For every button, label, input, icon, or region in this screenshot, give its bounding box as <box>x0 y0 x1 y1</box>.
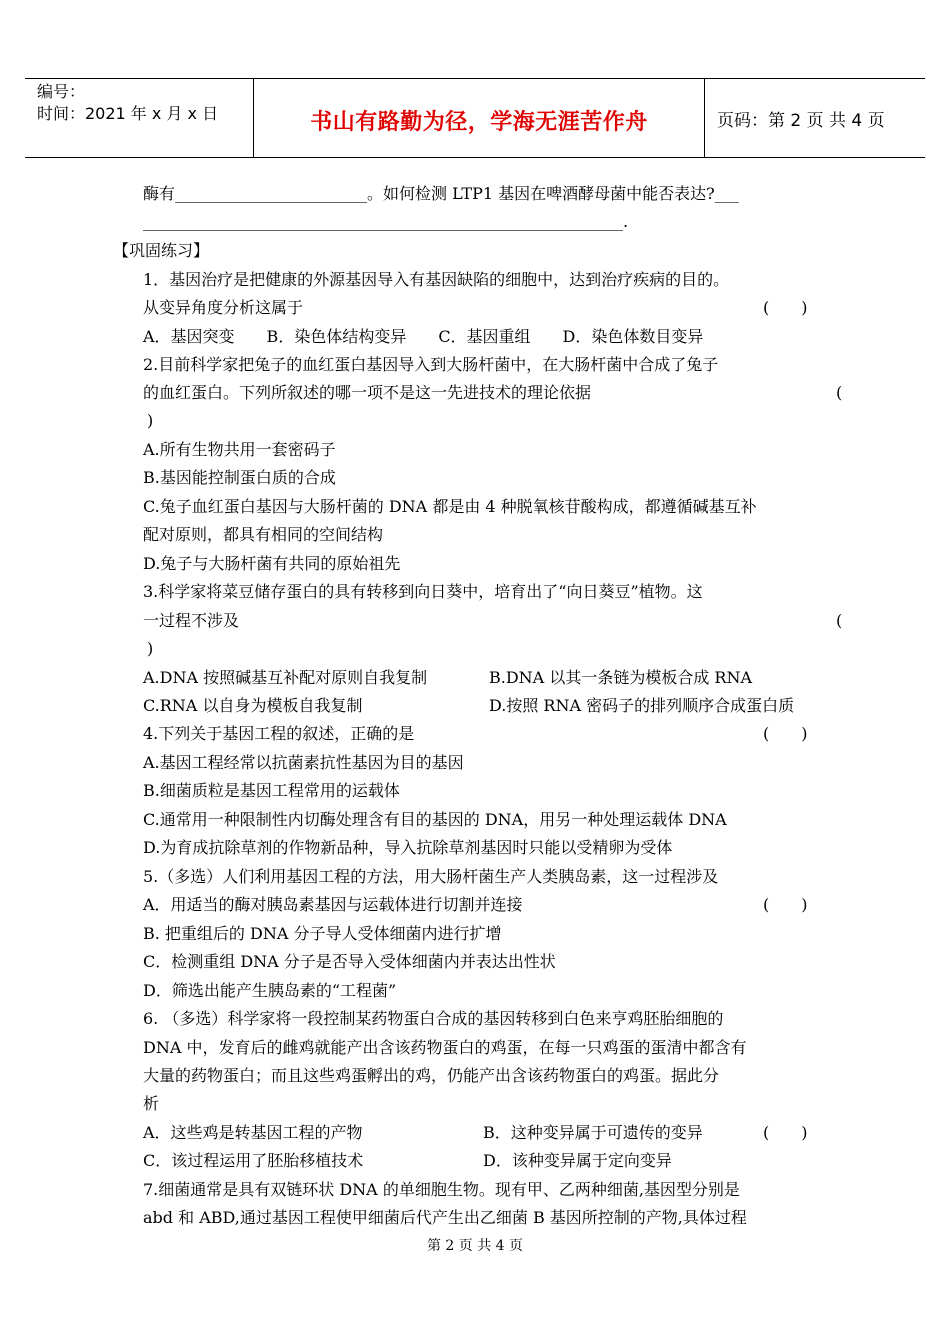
q3-option-b: B.DNA 以其一条链为模板合成 RNA <box>489 668 753 687</box>
q4-stem: 4.下列关于基因工程的叙述，正确的是 <box>143 724 415 743</box>
intro-line-1: 酶有________________________。如何检测 LTP1 基因在啤酒酵母菌中能否表达?___ <box>143 184 739 203</box>
q4-option-c: C.通常用一种限制性内切酶处理含有目的基因的 DNA，用另一种处理运载体 DNA <box>143 810 727 829</box>
q6-option-a: A．这些鸡是转基因工程的产物 <box>143 1123 363 1142</box>
q4-answer-paren: ( ) <box>763 724 808 743</box>
q4-option-b: B.细菌质粒是基因工程常用的运载体 <box>143 781 400 800</box>
q6-option-d: D．该种变异属于定向变异 <box>483 1151 672 1170</box>
document-header <box>25 78 925 158</box>
q2-paren-open: ( <box>836 383 843 402</box>
q3-option-d: D.按照 RNA 密码子的排列顺序合成蛋白质 <box>489 696 795 715</box>
q2-option-c-line-1: C.兔子血红蛋白基因与大肠杆菌的 DNA 都是由 4 种脱氧核苷酸构成，都遵循碱基互补 <box>143 497 757 516</box>
q5-stem: 5.（多选）人们利用基因工程的方法，用大肠杆菌生产人类胰岛素，这一过程涉及 <box>143 867 719 886</box>
header-motto-cell <box>254 79 705 157</box>
q5-answer-paren: ( ) <box>763 895 808 914</box>
q2-option-c-line-2: 配对原则，都具有相同的空间结构 <box>143 525 384 544</box>
q6-answer-paren: ( ) <box>763 1123 808 1142</box>
q3-stem-line-2: 一过程不涉及 <box>143 611 240 630</box>
q6-stem-line-3: 大量的药物蛋白；而且这些鸡蛋孵出的鸡，仍能产出含该药物蛋白的鸡蛋。据此分 <box>143 1066 720 1085</box>
q2-option-d: D.兔子与大肠杆菌有共同的原始祖先 <box>143 554 401 573</box>
q5-option-d: D．筛选出能产生胰岛素的“工程菌” <box>143 981 397 1000</box>
page-indicator: 页码：第 2 页 共 4 页 <box>717 111 885 131</box>
q1-stem-line-1: 1．基因治疗是把健康的外源基因导入有基因缺陷的细胞中，达到治疗疾病的目的。 <box>143 270 730 289</box>
q1-options: A．基因突变 B．染色体结构变异 C．基因重组 D．染色体数目变异 <box>143 327 704 346</box>
header-page-cell <box>705 79 925 157</box>
q1-answer-paren: ( ) <box>763 298 808 317</box>
q2-paren-close: ) <box>147 411 154 430</box>
q2-stem-line-1: 2.目前科学家把兔子的血红蛋白基因导入到大肠杆菌中，在大肠杆菌中合成了兔子 <box>143 355 719 374</box>
q5-option-b: B. 把重组后的 DNA 分子导人受体细菌内进行扩增 <box>143 924 502 943</box>
time-label: 时间：2021 年 x 月 x 日 <box>37 104 219 123</box>
q3-paren-open: ( <box>836 611 843 630</box>
q3-stem-line-1: 3.科学家将菜豆储存蛋白的具有转移到向日葵中，培育出了“向日葵豆”植物。这 <box>143 582 703 601</box>
q5-option-c: C．检测重组 DNA 分子是否导入受体细菌内并表达出性状 <box>143 952 556 971</box>
q1-stem-line-2: 从变异角度分析这属于 <box>143 298 304 317</box>
q5-option-a: A．用适当的酶对胰岛素基因与运载体进行切割并连接 <box>143 895 523 914</box>
q3-option-c: C.RNA 以自身为模板自我复制 <box>143 696 363 715</box>
q3-paren-close: ) <box>147 639 154 658</box>
q7-stem-line-2: abd 和 ABD,通过基因工程使甲细菌后代产生出乙细菌 B 基因所控制的产物,具体过程 <box>143 1208 747 1227</box>
page-footer: 第 2 页 共 4 页 <box>426 1238 524 1254</box>
q3-option-a: A.DNA 按照碱基互补配对原则自我复制 <box>143 668 428 687</box>
q4-option-d: D.为育成抗除草剂的作物新品种，导入抗除草剂基因时只能以受精卵为受体 <box>143 838 673 857</box>
q6-stem-line-2: DNA 中，发育后的雌鸡就能产出含该药物蛋白的鸡蛋，在每一只鸡蛋的蛋清中都含有 <box>143 1038 747 1057</box>
q4-option-a: A.基因工程经常以抗菌素抗性基因为目的基因 <box>143 753 464 772</box>
number-label: 编号： <box>37 82 86 101</box>
q7-stem-line-1: 7.细菌通常是具有双链环状 DNA 的单细胞生物。现有甲、乙两种细菌,基因型分别是 <box>143 1180 740 1199</box>
header-meta-cell <box>25 79 254 157</box>
q2-option-a: A.所有生物共用一套密码子 <box>143 440 336 459</box>
q6-option-b: B．这种变异属于可遗传的变异 <box>483 1123 703 1142</box>
q2-option-b: B.基因能控制蛋白质的合成 <box>143 468 336 487</box>
motto-text: 书山有路勤为径，学海无涯苦作舟 <box>310 109 648 135</box>
q2-stem-line-2: 的血红蛋白。下列所叙述的哪一项不是这一先进技术的理论依据 <box>143 383 592 402</box>
q6-stem-line-1: 6. （多选）科学家将一段控制某药物蛋白合成的基因转移到白色来亨鸡胚胎细胞的 <box>143 1009 724 1028</box>
q6-stem-line-4: 析 <box>143 1094 160 1113</box>
section-title: 【巩固练习】 <box>113 241 210 260</box>
q6-option-c: C．该过程运用了胚胎移植技术 <box>143 1151 364 1170</box>
intro-line-2: ____________________________________________________________. <box>143 212 629 231</box>
